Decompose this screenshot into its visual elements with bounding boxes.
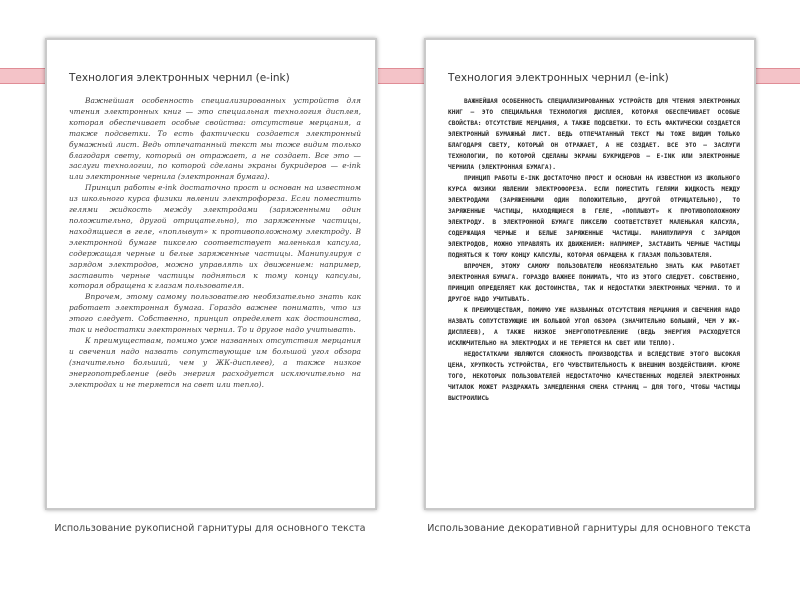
paragraph: ВАЖНЕЙШАЯ ОСОБЕННОСТЬ СПЕЦИАЛИЗИРОВАННЫХ УСТРОЙСТВ ДЛЯ ЧТЕНИЯ ЭЛЕКТРОННЫХ КНИГ — ЭТО СПЕЦИАЛЬНАЯ ТЕХНОЛОГИЯ ДИСПЛЕЯ, КОТОРАЯ ОБЕСПЕЧИВАЕТ ОСОБЫЕ СВОЙСТВА: ОТСУТСТВИЕ МЕРЦАНИЯ, А ТАКЖЕ ПОДСВЕТКИ. ТО ЕСТЬ ФАКТИЧЕСКИ СОЗДАЕТСЯ ЭЛЕКТРОННЫЙ БУМАЖНЫЙ ЛИСТ. ВЕДЬ ОТПЕЧАТАННЫЙ ТЕКСТ МЫ ТОЖЕ ВИДИМ ТОЛЬКО БЛАГОДАРЯ СВЕТУ, КОТОРЫЙ ОН ОТРАЖАЕТ, А НЕ СОЗДАЕТ. ВСЕ ЭТО — ЗАСЛУГИ ТЕХНОЛОГИИ, ПО КОТОРОЙ СДЕЛАНЫ ЭКРАНЫ БУКРИДЕРОВ — E-INK ИЛИ ЭЛЕКТРОННЫЕ ЧЕРНИЛА (ЭЛЕКТРОННАЯ БУМАГА). [448,98,740,171]
paragraph: Впрочем, этому самому пользователю необязательно знать как работает электронная бумага. Гораздо важнее понимать, что из этого следует. Собственно, принцип определяет как достоинства, так и недостатки электронных чернил. То и другое надо учитывать. [69,292,361,335]
ribbon-middle [378,68,426,84]
page-decorative [424,38,756,510]
paragraph: НЕДОСТАТКАМИ ЯВЛЯЮТСЯ СЛОЖНОСТЬ ПРОИЗВОДСТВА И ВСЛЕДСТВИЕ ЭТОГО ВЫСОКАЯ ЦЕНА, ХРУПКОСТЬ УСТРОЙСТВА, ЕГО ЧУВСТВИТЕЛЬНОСТЬ К ВНЕШНИМ ВОЗДЕЙСТВИЯМ. КРОМЕ ТОГО, НЕКОТОРЫХ ПОЛЬЗОВАТЕЛЕЙ НЕДОСТАТОЧНО КАЧЕСТВЕННЫХ МОДЕЛЕЙ ЭЛЕКТРОННЫХ ЧИТАЛОК МОЖЕТ РАЗДРАЖАТЬ ЗАМЕДЛЕННАЯ СМЕНА СТРАНИЦ — ДЛЯ ТОГО, ЧТОБЫ ЧАСТИЦЫ ВЫСТРОИЛИСЬ [448,351,740,402]
page-handwritten [45,38,377,510]
paragraph: ВПРОЧЕМ, ЭТОМУ САМОМУ ПОЛЬЗОВАТЕЛЮ НЕОБЯЗАТЕЛЬНО ЗНАТЬ КАК РАБОТАЕТ ЭЛЕКТРОННАЯ БУМАГА. ГОРАЗДО ВАЖНЕЕ ПОНИМАТЬ, ЧТО ИЗ ЭТОГО СЛЕДУЕТ. СОБСТВЕННО, ПРИНЦИП ОПРЕДЕЛЯЕТ КАК ДОСТОИНСТВА, ТАК И НЕДОСТАТКИ ЭЛЕКТРОННЫХ ЧЕРНИЛ. ТО И ДРУГОЕ НАДО УЧИТЫВАТЬ. [448,263,740,303]
paragraph: Важнейшая особенность специализированных устройств для чтения электронных книг — это специальная технология дисплея, которая обеспечивает особые свойства: отсутствие мерцания, а также подсветки. То есть фактически создается электронный бумажный лист. Ведь отпечатанный текст мы тоже видим только благодаря свету, который он отражает, а не создает. Все это — заслуги технологии, по которой сделаны экраны букридеров — e-ink или электронные чернила (электронная бумага). [69,96,361,182]
ribbon-left [0,68,45,84]
paragraph: Принцип работы e-ink достаточно прост и основан на известном из школьного курса физики явлении электрофореза. Если поместить гелями жидкость между электродами (заряженными один положительно, другой отрицательно), то заряженные частицы, находящиеся в геле, «поплывут» к противоположному электроду. В электронной бумаге пикселю соответствует маленькая капсула, содержащая черные и белые заряженные частицы. Манипулируя с зарядом электродов, можно управлять их движением: например, заставить черные частицы подняться к тому концу капсулы, которая обращена к глазам пользователя. [69,183,361,291]
page-body [69,96,361,468]
paragraph: ПРИНЦИП РАБОТЫ E-INK ДОСТАТОЧНО ПРОСТ И ОСНОВАН НА ИЗВЕСТНОМ ИЗ ШКОЛЬНОГО КУРСА ФИЗИКИ ЯВЛЕНИИ ЭЛЕКТРОФОРЕЗА. ЕСЛИ ПОМЕСТИТЬ ГЕЛЯМИ ЖИДКОСТЬ МЕЖДУ ЭЛЕКТРОДАМИ (ЗАРЯЖЕННЫМИ ОДИН ПОЛОЖИТЕЛЬНО, ДРУГОЙ ОТРИЦАТЕЛЬНО), ТО ЗАРЯЖЕННЫЕ ЧАСТИЦЫ, НАХОДЯЩИЕСЯ В ГЕЛЕ, «ПОПЛЫВУТ» К ПРОТИВОПОЛОЖНОМУ ЭЛЕКТРОДУ. В ЭЛЕКТРОННОЙ БУМАГЕ ПИКСЕЛЮ СООТВЕТСТВУЕТ МАЛЕНЬКАЯ КАПСУЛА, СОДЕРЖАЩАЯ ЧЕРНЫЕ И БЕЛЫЕ ЗАРЯЖЕННЫЕ ЧАСТИЦЫ. МАНИПУЛИРУЯ С ЗАРЯДОМ ЭЛЕКТРОДОВ, МОЖНО УПРАВЛЯТЬ ИХ ДВИЖЕНИЕМ: НАПРИМЕР, ЗАСТАВИТЬ ЧЕРНЫЕ ЧАСТИЦЫ ПОДНЯТЬСЯ К ТОМУ КОНЦУ КАПСУЛЫ, КОТОРАЯ ОБРАЩЕНА К ГЛАЗАМ ПОЛЬЗОВАТЕЛЯ. [448,175,740,259]
paragraph: К ПРЕИМУЩЕСТВАМ, ПОМИМО УЖЕ НАЗВАННЫХ ОТСУТСТВИЯ МЕРЦАНИЯ И СВЕЧЕНИЯ НАДО НАЗВАТЬ СОПУТСТВУЮЩИЕ ИМ БОЛЬШОЙ УГОЛ ОБЗОРА (ЗНАЧИТЕЛЬНО БОЛЬШИЙ, ЧЕМ У ЖК-ДИСПЛЕЕВ), А ТАКЖЕ НИЗКОЕ ЭНЕРГОПОТРЕБЛЕНИЕ (ВЕДЬ ЭНЕРГИЯ РАСХОДУЕТСЯ ИСКЛЮЧИТЕЛЬНО НА ЭЛЕКТРОДАХ И НЕ ТЕРЯЕТСЯ НА СВЕТ ИЛИ ТЕПЛО). [448,307,740,347]
page-title: Технология электронных чернил (e-ink) [448,72,669,84]
caption-decorative: Использование декоративной гарнитуры для основного текста [427,523,751,534]
ribbon-right [756,68,800,84]
page-body [448,96,740,468]
page-title: Технология электронных чернил (e-ink) [69,72,290,84]
caption-handwritten: Использование рукописной гарнитуры для основного текста [54,523,366,534]
paragraph: К преимуществам, помимо уже названных отсутствия мерцания и свечения надо назвать сопутствующие им большой угол обзора (значительно больший, чем у ЖК-дисплеев), а также низкое энергопотребление (ведь энергия расходуется исключительно на электродах и не теряется на свет или тепло). [69,335,361,389]
